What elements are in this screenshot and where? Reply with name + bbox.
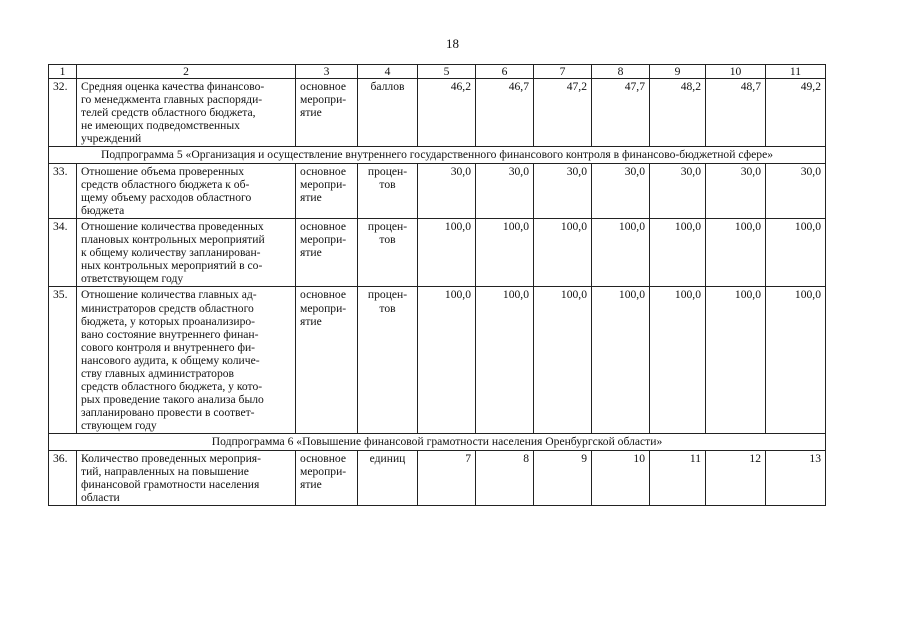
value-cell: 100,0 <box>766 218 826 286</box>
cell-line: ятие <box>300 246 322 260</box>
column-header: 7 <box>534 65 592 79</box>
value-cell: 9 <box>534 450 592 505</box>
row-number: 36. <box>49 450 77 505</box>
cell-line: ятие <box>300 106 322 120</box>
value-cell: 30,0 <box>706 163 766 218</box>
subprogram-title: Подпрограмма 5 «Организация и осуществление внутреннего государственного финансового контроля в финансово-бюджетной сфере» <box>49 147 826 163</box>
cell-line: процен- <box>367 219 408 233</box>
cell-line: меропри- <box>300 464 347 478</box>
value-cell: 46,7 <box>476 79 534 147</box>
column-header: 4 <box>358 65 418 79</box>
value-cell: 100,0 <box>706 287 766 434</box>
column-header: 6 <box>476 65 534 79</box>
value-cell: 47,7 <box>592 79 650 147</box>
cell-line: тий, направленных на повышение <box>81 464 249 478</box>
cell-line: финансовой грамотности населения <box>81 477 260 491</box>
cell-line: тов <box>379 233 396 247</box>
value-cell: 48,7 <box>706 79 766 147</box>
indicator-type <box>296 287 358 434</box>
value-cell: 100,0 <box>534 218 592 286</box>
value-cell: 30,0 <box>534 163 592 218</box>
cell-line: го менеджмента главных распоряди- <box>81 93 263 107</box>
value-cell: 100,0 <box>592 218 650 286</box>
unit-of-measure <box>358 287 418 434</box>
unit-of-measure <box>358 163 418 218</box>
value-cell: 30,0 <box>766 163 826 218</box>
page-number: 18 <box>446 36 459 51</box>
value-cell: 13 <box>766 450 826 505</box>
indicator-type <box>296 79 358 147</box>
value-cell: 100,0 <box>476 287 534 434</box>
cell-line: основное <box>300 80 346 93</box>
cell-line: к общему количеству запланирован- <box>81 246 261 260</box>
cell-line: нансового аудита, к общему количе- <box>81 353 260 367</box>
cell-line: средств областного бюджета к об- <box>81 177 250 191</box>
value-cell: 100,0 <box>650 287 706 434</box>
table-row <box>49 218 826 286</box>
cell-line: не имеющих подведомственных <box>81 119 240 133</box>
cell-line: ствующем году <box>81 419 157 433</box>
cell-line: ятие <box>300 190 322 204</box>
value-cell: 100,0 <box>534 287 592 434</box>
cell-line: основное <box>300 219 346 233</box>
cell-line: рых проведение такого анализа было <box>81 393 264 407</box>
subprogram-title: Подпрограмма 6 «Повышение финансовой грамотности населения Оренбургской области» <box>49 434 826 450</box>
value-cell: 100,0 <box>766 287 826 434</box>
indicator-type <box>296 450 358 505</box>
value-cell: 30,0 <box>418 163 476 218</box>
value-cell: 12 <box>706 450 766 505</box>
value-cell: 47,2 <box>534 79 592 147</box>
value-cell: 30,0 <box>592 163 650 218</box>
unit-of-measure <box>358 450 418 505</box>
cell-line: меропри- <box>300 233 347 247</box>
table-row <box>49 163 826 218</box>
cell-line: бюджета, у которых проанализиро- <box>81 314 256 328</box>
cell-line: Средняя оценка качества финансово- <box>81 80 265 93</box>
value-cell: 49,2 <box>766 79 826 147</box>
cell-line: телей средств областного бюджета, <box>81 106 256 120</box>
cell-line: Количество проведенных мероприя- <box>81 451 261 465</box>
value-cell: 30,0 <box>476 163 534 218</box>
row-number: 33. <box>49 163 77 218</box>
cell-line: баллов <box>370 80 405 93</box>
cell-line: тов <box>379 301 396 315</box>
value-cell: 100,0 <box>418 218 476 286</box>
cell-line: меропри- <box>300 177 347 191</box>
cell-line: вано состояние внутреннего финан- <box>81 327 259 341</box>
table-row <box>49 287 826 434</box>
value-cell: 100,0 <box>476 218 534 286</box>
cell-line: процен- <box>367 288 408 302</box>
cell-line: основное <box>300 288 346 302</box>
cell-line: бюджета <box>81 203 125 217</box>
cell-line: запланировано провести в соответ- <box>81 406 255 420</box>
table-row <box>49 79 826 147</box>
column-header: 8 <box>592 65 650 79</box>
indicator-description <box>77 163 296 218</box>
row-number: 34. <box>49 218 77 286</box>
header-row <box>49 65 826 79</box>
cell-line: Отношение количества главных ад- <box>81 288 257 302</box>
subprogram-row <box>49 147 826 163</box>
cell-line: щему объему расходов областного <box>81 190 252 204</box>
value-cell: 100,0 <box>650 218 706 286</box>
indicator-type <box>296 163 358 218</box>
value-cell: 7 <box>418 450 476 505</box>
value-cell: 100,0 <box>706 218 766 286</box>
row-number: 35. <box>49 287 77 434</box>
column-header: 3 <box>296 65 358 79</box>
cell-line: ответствующем году <box>81 272 184 286</box>
cell-line: меропри- <box>300 301 347 315</box>
value-cell: 100,0 <box>592 287 650 434</box>
column-header: 10 <box>706 65 766 79</box>
table-body <box>49 65 826 506</box>
cell-line: ных контрольных мероприятий в со- <box>81 259 263 273</box>
cell-line: плановых контрольных мероприятий <box>81 233 265 247</box>
subprogram-row <box>49 434 826 450</box>
cell-line: единиц <box>369 451 406 465</box>
cell-line: основное <box>300 164 346 178</box>
value-cell: 8 <box>476 450 534 505</box>
cell-line: Отношение количества проведенных <box>81 219 264 233</box>
cell-line: министраторов средств областного <box>81 301 254 315</box>
cell-line: меропри- <box>300 93 347 107</box>
column-header: 1 <box>49 65 77 79</box>
value-cell: 10 <box>592 450 650 505</box>
cell-line: процен- <box>367 164 408 178</box>
column-header: 2 <box>77 65 296 79</box>
cell-line: Отношение объема проверенных <box>81 164 245 178</box>
cell-line: ятие <box>300 314 322 328</box>
column-header: 11 <box>766 65 826 79</box>
value-cell: 48,2 <box>650 79 706 147</box>
value-cell: 11 <box>650 450 706 505</box>
cell-line: средств областного бюджета, у кото- <box>81 380 263 394</box>
value-cell: 100,0 <box>418 287 476 434</box>
indicator-description <box>77 79 296 147</box>
cell-line: учреждений <box>81 132 142 146</box>
cell-line: ству главных администраторов <box>81 366 235 380</box>
table-row <box>49 450 826 505</box>
cell-line: сового контроля и внутреннего фи- <box>81 340 256 354</box>
row-number: 32. <box>49 79 77 147</box>
value-cell: 46,2 <box>418 79 476 147</box>
cell-line: основное <box>300 451 346 465</box>
unit-of-measure <box>358 79 418 147</box>
cell-line: тов <box>379 177 396 191</box>
indicator-description <box>77 218 296 286</box>
cell-line: области <box>81 490 120 504</box>
indicators-table <box>48 64 826 506</box>
column-header: 5 <box>418 65 476 79</box>
indicator-type <box>296 218 358 286</box>
value-cell: 30,0 <box>650 163 706 218</box>
indicator-description <box>77 450 296 505</box>
cell-line: ятие <box>300 477 322 491</box>
unit-of-measure <box>358 218 418 286</box>
indicator-description <box>77 287 296 434</box>
column-header: 9 <box>650 65 706 79</box>
